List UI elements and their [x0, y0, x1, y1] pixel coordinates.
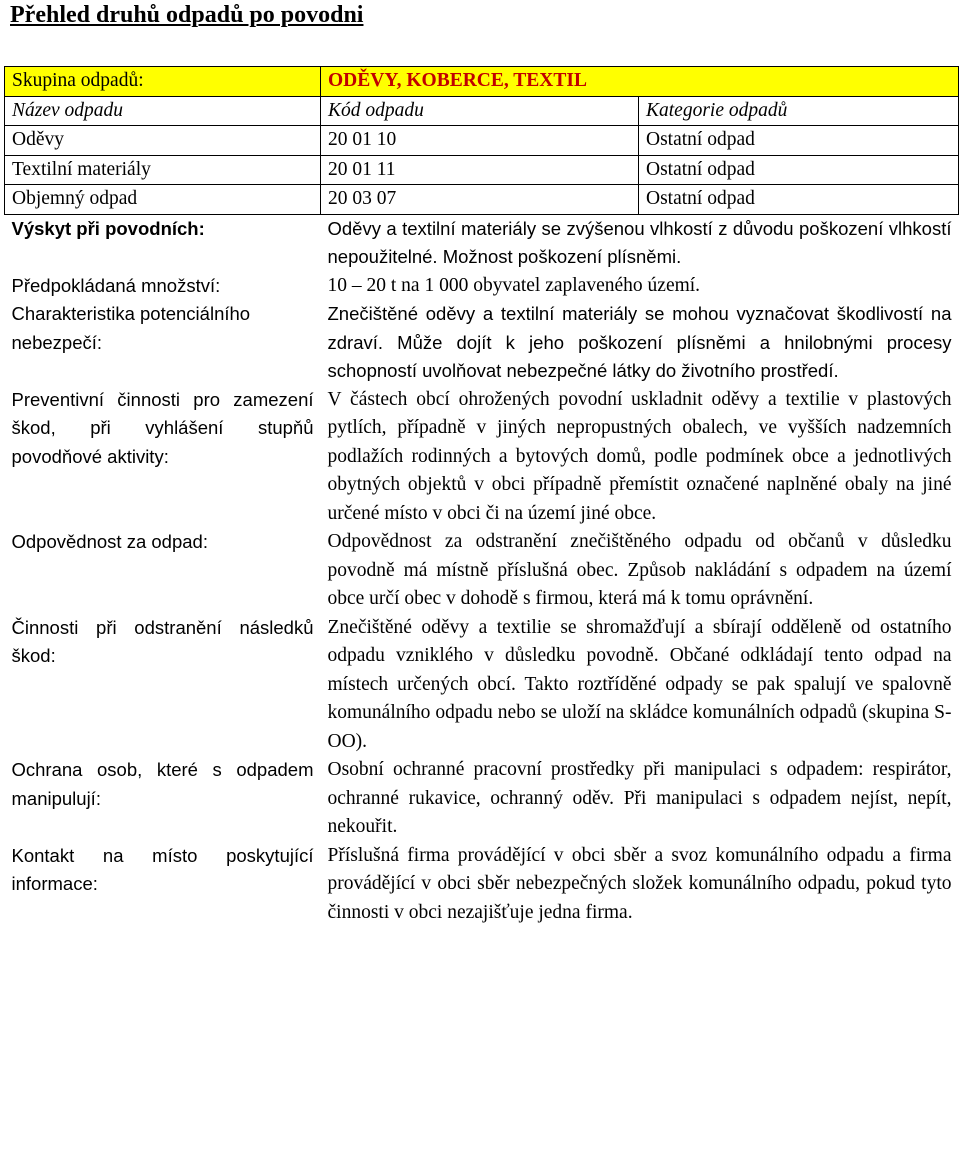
waste-code: 20 01 10 — [321, 126, 639, 156]
waste-category: Ostatní odpad — [639, 155, 959, 185]
section-occurrence — [5, 214, 959, 272]
section-label: Předpokládaná množství: — [11, 274, 221, 296]
section-label: Preventivní činnosti pro zamezení škod, při vyhlášení stupňů povodňové aktivity: — [11, 388, 314, 467]
table-row — [5, 185, 959, 215]
section-contact — [5, 842, 959, 928]
header-code: Kód odpadu — [321, 96, 639, 126]
waste-name: Textilní materiály — [5, 155, 321, 185]
section-quantity — [5, 272, 959, 301]
group-value: ODĚVY, KOBERCE, TEXTIL — [321, 67, 959, 97]
section-text: V částech obcí ohrožených povodní uskladnit oděvy a textilie v plastových pytlích, případně v jiných nepropustných obalech, ve vyšších nadzemních podlažích rodinných a bytových domů, podle podmínek obce a jednotlivých obytných objektů v obci případně přemístit označené naplněné obaly na jiné určené místo v obci či na území jiné obce. — [327, 388, 952, 524]
section-text: Znečištěné oděvy a textilie se shromažďují a sbírají odděleně od ostatního odpadu vzniklého v důsledku povodně. Občané odkládají tento odpad na místech určených obcí. Takto roztříděné odpady se pak spalují ve spalovně komunálního odpadu nebo se uloží na skládce komunálních odpadů (skupina S-OO). — [327, 616, 952, 752]
section-responsibility — [5, 528, 959, 614]
section-label: Výskyt při povodních: — [11, 217, 205, 239]
section-text: Příslušná firma provádějící v obci sběr a svoz komunálního odpadu a firma provádějící v obci sběr nebezpečných složek komunálního odpadu, pokud tyto činnosti v obci nezajišťuje jedna firma. — [327, 844, 952, 923]
table-row — [5, 126, 959, 156]
section-text: Oděvy a textilní materiály se zvýšenou vlhkostí z důvodu poškození vlhkostí nepoužitelné. Možnost poškození plísněmi. — [327, 217, 952, 267]
waste-code: 20 01 11 — [321, 155, 639, 185]
section-text: Odpovědnost za odstranění znečištěného odpadu od občanů v důsledku povodně má místně příslušná obec. Způsob nakládání s odpadem na území obce určí obec v dohodě s firmou, která má k tomu oprávnění. — [327, 531, 952, 609]
group-label: Skupina odpadů: — [5, 67, 321, 97]
section-label: Činnosti při odstranění následků škod: — [11, 616, 314, 666]
header-category: Kategorie odpadů — [639, 96, 959, 126]
section-text: 10 – 20 t na 1 000 obyvatel zaplaveného území. — [327, 274, 701, 296]
table-row — [5, 155, 959, 185]
section-label: Ochrana osob, které s odpadem manipulují: — [11, 759, 314, 809]
waste-sheet — [4, 66, 959, 927]
waste-name: Objemný odpad — [5, 185, 321, 215]
section-text: Osobní ochranné pracovní prostředky při manipulaci s odpadem: respirátor, ochranné rukavice, ochranný oděv. Při manipulaci s odpadem nejíst, nepít, nekouřit. — [327, 759, 952, 837]
section-protection — [5, 756, 959, 842]
section-removal — [5, 614, 959, 757]
header-row — [5, 96, 959, 126]
section-label: Odpovědnost za odpad: — [11, 531, 208, 552]
section-label: Charakteristika potenciálního nebezpečí: — [11, 303, 251, 353]
waste-category: Ostatní odpad — [639, 126, 959, 156]
section-prevention — [5, 386, 959, 529]
page-title: Přehled druhů odpadů po povodni — [10, 2, 364, 28]
group-row — [5, 67, 959, 97]
section-text: Znečištěné oděvy a textilní materiály se mohou vyznačovat škodlivostí na zdraví. Může dojít k jeho poškození plísněmi a hnilobnými procesy schopností uvolňovat nebezpečné látky do životního prostředí. — [327, 303, 952, 381]
waste-category: Ostatní odpad — [639, 185, 959, 215]
section-hazard — [5, 300, 959, 386]
section-label: Kontakt na místo poskytující informace: — [11, 844, 314, 894]
waste-name: Oděvy — [5, 126, 321, 156]
header-name: Název odpadu — [5, 96, 321, 126]
waste-code: 20 03 07 — [321, 185, 639, 215]
